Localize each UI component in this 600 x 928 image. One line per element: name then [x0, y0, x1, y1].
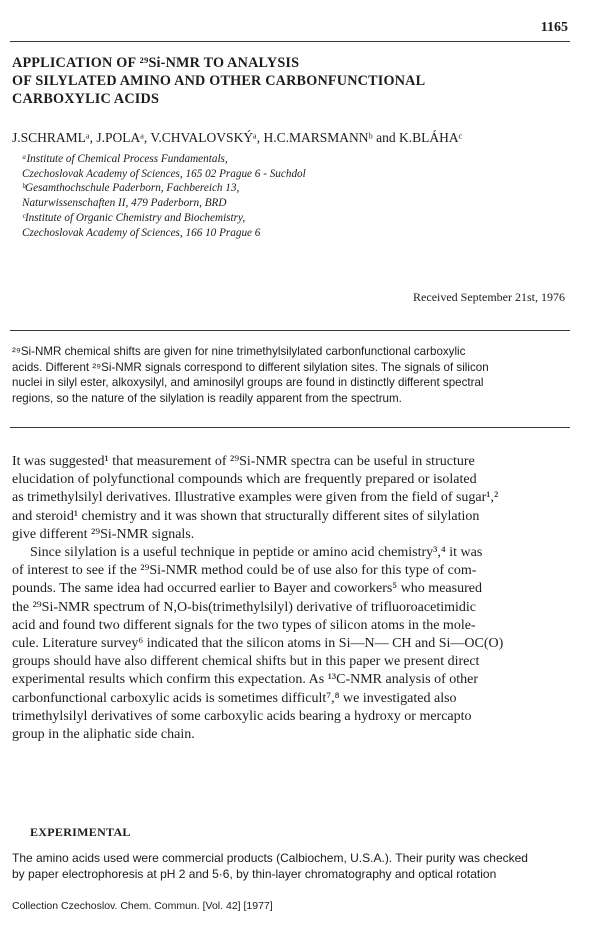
body-line: the ²⁹Si-NMR spectrum of N,O-bis(trimethylsilyl) derivative of trifluoroacetimidic [12, 599, 476, 615]
abstract-line: regions, so the nature of the silylation is readily apparent from the spectrum. [12, 391, 402, 405]
body-line: elucidation of polyfunctional compounds which are frequently prepared or isolated [12, 472, 477, 488]
experimental-line: The amino acids used were commercial products (Calbiochem, U.S.A.). Their purity was checked [12, 851, 528, 865]
title-line: CARBOXYLIC ACIDS [12, 91, 160, 107]
section-heading-experimental: EXPERIMENTAL [30, 825, 131, 839]
body-line: trimethylsilyl derivatives of some carboxylic acids bearing a hydroxy or mercapto [12, 708, 472, 724]
abstract-line: nuclei in silyl ester, alkoxysilyl, and aminosilyl groups are found in distinctly different spectral [12, 376, 484, 390]
experimental-text [12, 850, 580, 882]
authors: J.SCHRAMLᵃ, J.POLAᵃ, V.CHVALOVSKÝᵃ, H.C.MARSMANNᵇ and K.BLÁHAᶜ [12, 130, 463, 145]
article-title [12, 54, 572, 108]
abstract-line: ²⁹Si-NMR chemical shifts are given for nine trimethylsilylated carbonfunctional carboxylic [12, 345, 466, 358]
page-number: 1165 [540, 20, 568, 35]
body-line: pounds. The same idea had occurred earlier to Bayer and coworkers⁵ who measured [12, 581, 482, 597]
affiliation-line: ᵇGesamthochschule Paderborn, Fachbereich 13, [22, 182, 240, 195]
journal-footer: Collection Czechoslov. Chem. Commun. [Vol. 42] [1977] [12, 900, 273, 912]
body-line: experimental results which confirm this expectation. As ¹³C-NMR analysis of other [12, 672, 479, 688]
body-line: group in the aliphatic side chain. [12, 727, 195, 743]
body-line: It was suggested¹ that measurement of ²⁹Si-NMR spectra can be useful in structure [12, 454, 475, 469]
title-line: APPLICATION OF ²⁹Si-NMR TO ANALYSIS [12, 55, 300, 71]
body-text [12, 453, 580, 744]
body-line: Since silylation is a useful technique in peptide or amino acid chemistry³,⁴ it was [30, 545, 483, 561]
experimental-line: by paper electrophoresis at pH 2 and 5·6, by thin-layer chromatography and optical rotation [12, 867, 497, 881]
affiliation-line: ᵃInstitute of Chemical Process Fundamentals, [22, 153, 228, 165]
affiliation-line: Czechoslovak Academy of Sciences, 166 10 Prague 6 [22, 226, 261, 239]
affiliation-line: Naturwissenschaften II, 479 Paderborn, BRD [22, 197, 227, 210]
abstract [12, 344, 578, 406]
body-line: carbonfunctional carboxylic acids is sometimes difficult⁷,⁸ we investigated also [12, 690, 457, 706]
body-line: of interest to see if the ²⁹Si-NMR method could be of use also for this type of com- [12, 563, 477, 579]
header-rule [10, 41, 570, 42]
received-date: Received September 21st, 1976 [413, 290, 565, 304]
body-line: as trimethylsilyl derivatives. Illustrative examples were given from the field of sugar¹,² [12, 490, 499, 506]
affiliation-line: ᶜInstitute of Organic Chemistry and Biochemistry, [22, 211, 246, 224]
body-line: groups should have also different chemical shifts but in this paper we present direct [12, 654, 480, 670]
body-line: cule. Literature survey⁶ indicated that the silicon atoms in Si—N— CH and Si—OC(O) [12, 636, 504, 652]
abstract-line: acids. Different ²⁹Si-NMR signals correspond to different silylation sites. The signals of silicon [12, 360, 489, 374]
affiliations [22, 152, 582, 240]
abstract-top-rule [10, 330, 570, 331]
title-line: OF SILYLATED AMINO AND OTHER CARBONFUNCTIONAL [12, 73, 426, 89]
body-line: acid and found two different signals for the two types of silicon atoms in the mole- [12, 617, 476, 633]
abstract-bottom-rule [10, 427, 570, 428]
affiliation-line: Czechoslovak Academy of Sciences, 165 02 Prague 6 - Suchdol [22, 167, 306, 180]
body-line: give different ²⁹Si-NMR signals. [12, 526, 195, 542]
body-line: and steroid¹ chemistry and it was shown that structurally different sites of silylation [12, 508, 480, 524]
